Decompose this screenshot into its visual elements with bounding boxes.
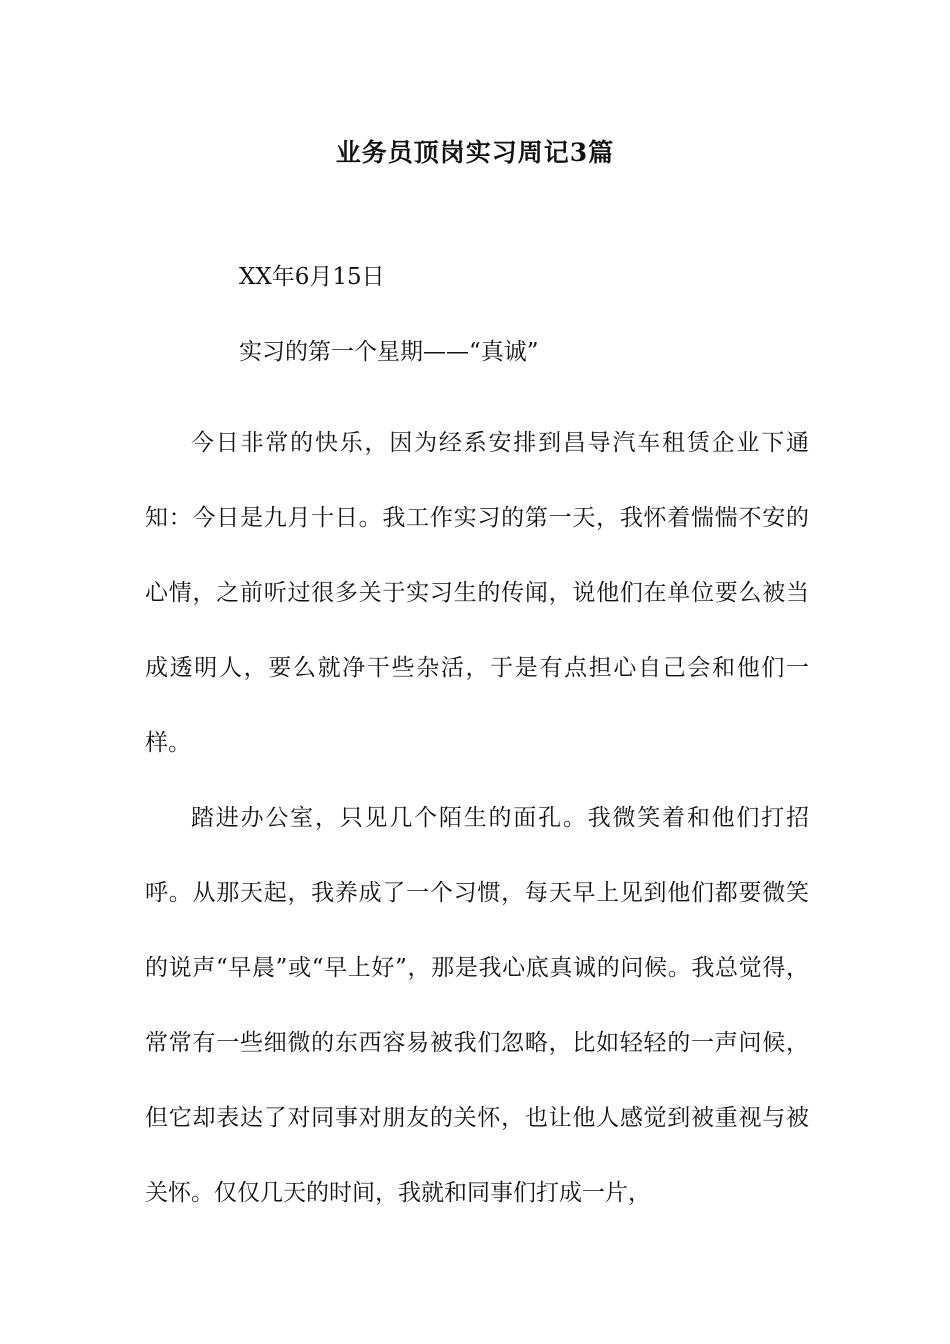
paragraph: 今日非常的快乐，因为经系安排到昌导汽车租赁企业下通知：今日是九月十日。我工作实习的第一天，我怀着惴惴不安的心情，之前听过很多关于实习生的传闻，说他们在单位要么被当成透明人，要么就净干些杂活，于是有点担心自己会和他们一样。 (145, 430, 809, 756)
document-body (145, 406, 809, 1231)
entry-subtitle: 实习的第一个星期——“真诚” (239, 339, 539, 365)
document-title: 业务员顶岗实习周记3篇 (335, 138, 615, 167)
paragraph: 踏进办公室，只见几个陌生的面孔。我微笑着和他们打招呼。从那天起，我养成了一个习惯，每天早上见到他们都要微笑的说声“早晨”或“早上好”，那是我心底真诚的问候。我总觉得，常常有一些细微的东西容易被我们忽略，比如轻轻的一声问候，但它却表达了对同事对朋友的关怀，也让他人感觉到被重视与被关怀。仅仅几天的时间，我就和同事们打成一片， (145, 805, 809, 1206)
entry-date: XX年6月15日 (239, 264, 385, 290)
